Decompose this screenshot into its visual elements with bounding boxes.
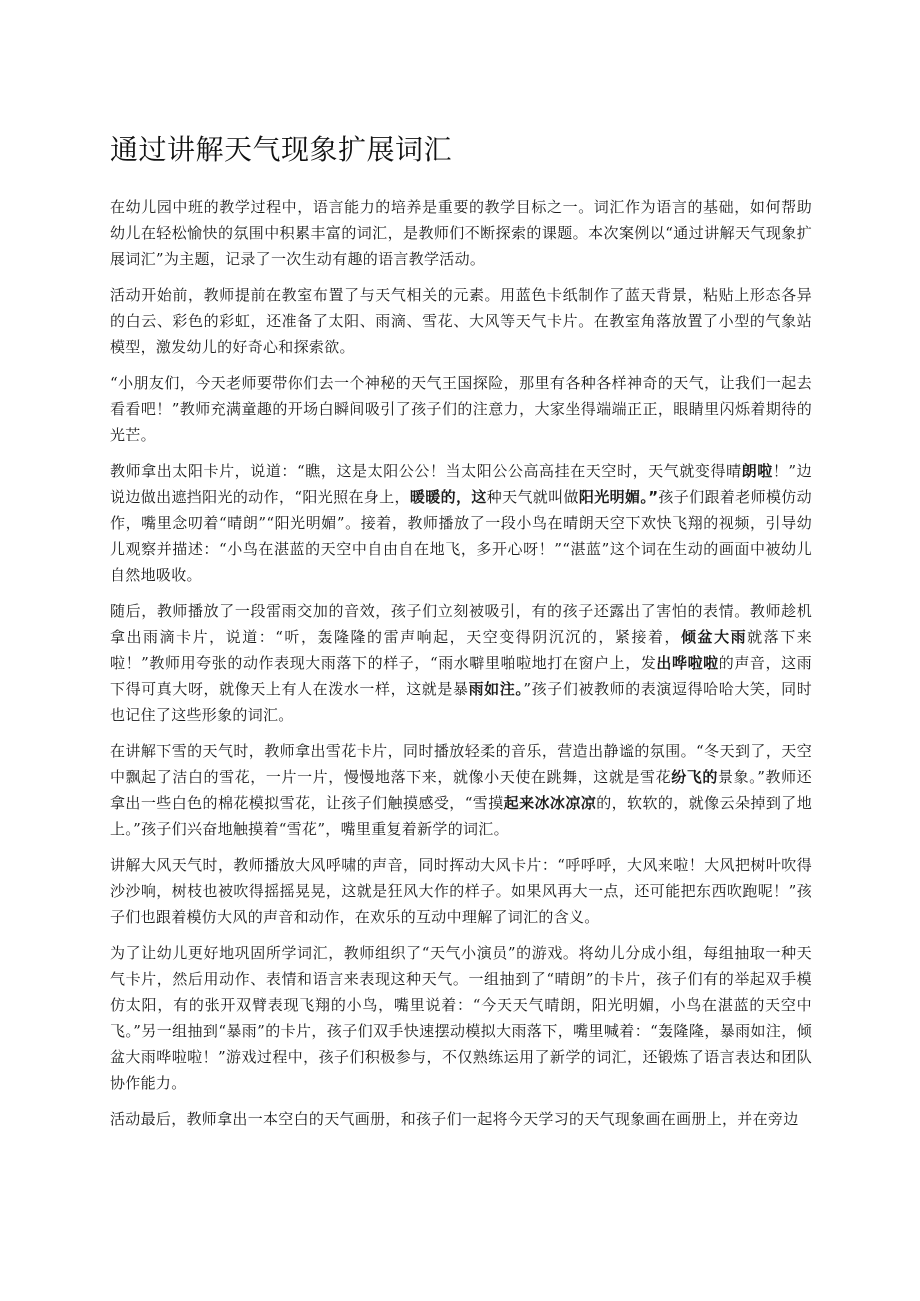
text-run: 讲解大风天气时，教师播放大风呼啸的声音，同时挥动大风卡片：“呼呼呼，大风来啦！大风把树叶吹得沙沙响，树枝也被吹得摇摇晃晃，这就是狂风大作的样子。如果风再大一点，还可能把东西吹跑呢！”孩子们也跟着模仿大风的声音和动作，在欢乐的互动中理解了词汇的含义。 [110,856,812,926]
document-page [110,130,812,1142]
bold-text: 暖暖的，这 [409,488,487,506]
bold-text: 阳光明媚。” [578,488,659,506]
text-run: 活动开始前，教师提前在教室布置了与天气相关的元素。用蓝色卡纸制作了蓝天背景，粘贴上形态各异的白云、彩色的彩虹，还准备了太阳、雨滴、雪花、大风等天气卡片。在教室角落放置了小型的气象站模型，激发幼儿的好奇心和探索欲。 [110,286,812,356]
bold-text: 起来冰冰凉凉 [503,794,597,812]
paragraph-1 [110,194,812,272]
text-run: ！”边说边做出遮挡阳光的动作，“阳光照在身上， [110,462,812,506]
text-run: ”孩子们被教师的表演逗得哈哈大笑，同时也记住了这些形象的词汇。 [110,680,812,724]
paragraph-4 [110,458,812,588]
text-run: 的，软软的，就像云朵掉到了地上。”孩子们兴奋地触摸着“雪花”，嘴里重复着新学的词汇。 [110,794,812,838]
bold-text: 出哗啦啦 [656,654,719,672]
text-run: “小朋友们，今天老师要带你们去一个神秘的天气王国探险，那里有各种各样神奇的天气，让我们一起去看看吧！”教师充满童趣的开场白瞬间吸引了孩子们的注意力，大家坐得端端正正，眼睛里闪烁着期待的光芒。 [110,374,812,444]
text-run: 活动最后，教师拿出一本空白的天气画册，和孩子们一起将今天学习的天气现象画在画册上，并在旁边 [110,1110,799,1128]
page-title: 通过讲解天气现象扩展词汇 [110,133,453,166]
paragraph-7 [110,852,812,930]
text-run: 为了让幼儿更好地巩固所学词汇，教师组织了“天气小演员”的游戏。将幼儿分成小组，每组抽取一种天气卡片，然后用动作、表情和语言来表现这种天气。一组抽到了“晴朗”的卡片，孩子们有的举起双手模仿太阳，有的张开双臂表现飞翔的小鸟，嘴里说着：“今天天气晴朗，阳光明媚，小鸟在湛蓝的天空中飞。”另一组抽到“暴雨”的卡片，孩子们双手快速摆动模拟大雨落下，嘴里喊着：“轰隆隆，暴雨如注，倾盆大雨哗啦啦！”游戏过程中，孩子们积极参与，不仅熟练运用了新学的词汇，还锻炼了语言表达和团队协作能力。 [110,944,812,1092]
paragraph-9 [110,1106,812,1132]
text-run: 的声音，这雨下得可真大呀，就像天上有人在泼水一样，这就是暴 [110,654,812,698]
text-run: 孩子们跟着老师模仿动作，嘴里念叨着“晴朗”“阳光明媚”。接着，教师播放了一段小鸟在晴朗天空下欢快飞翔的视频，引导幼儿观察并描述：“小鸟在湛蓝的天空中自由自在地飞，多开心呀！”“湛蓝”这个词在生动的画面中被幼儿自然地吸收。 [110,488,812,584]
document-body [110,194,812,1132]
text-run: 种天气就叫做 [486,488,579,506]
bold-text: 纷飞的 [671,768,718,786]
paragraph-8 [110,940,812,1096]
text-run: 随后，教师播放了一段雷雨交加的音效，孩子们立刻被吸引，有的孩子还露出了害怕的表情。教师趁机拿出雨滴卡片，说道：“听，轰隆隆的雷声响起，天空变得阴沉沉的，紧接着， [110,602,812,646]
paragraph-5 [110,598,812,728]
text-run: 景象。”教师还拿出一些白色的棉花模拟雪花，让孩子们触摸感受，“雪摸 [110,768,812,812]
bold-text: 朗啦 [741,462,773,480]
text-run: 就落下来啦！”教师用夸张的动作表现大雨落下的样子，“雨水噼里啪啦地打在窗户上，发 [110,628,813,672]
paragraph-3 [110,370,812,448]
paragraph-2 [110,282,812,360]
text-run: 教师拿出太阳卡片，说道：“瞧，这是太阳公公！当太阳公公高高挂在天空时，天气就变得晴 [110,462,742,480]
text-run: 在幼儿园中班的教学过程中，语言能力的培养是重要的教学目标之一。词汇作为语言的基础，如何帮助幼儿在轻松愉快的氛围中积累丰富的词汇，是教师们不断探索的课题。本次案例以“通过讲解天气现象扩展词汇”为主题，记录了一次生动有趣的语言教学活动。 [110,198,812,268]
bold-text: 雨如注。 [468,680,524,698]
paragraph-6 [110,738,812,842]
text-run: 在讲解下雪的天气时，教师拿出雪花卡片，同时播放轻柔的音乐，营造出静谧的氛围。“冬天到了，天空中飘起了洁白的雪花，一片一片，慢慢地落下来，就像小天使在跳舞，这就是雪花 [110,742,812,786]
bold-text: 倾盆大雨 [681,628,748,646]
